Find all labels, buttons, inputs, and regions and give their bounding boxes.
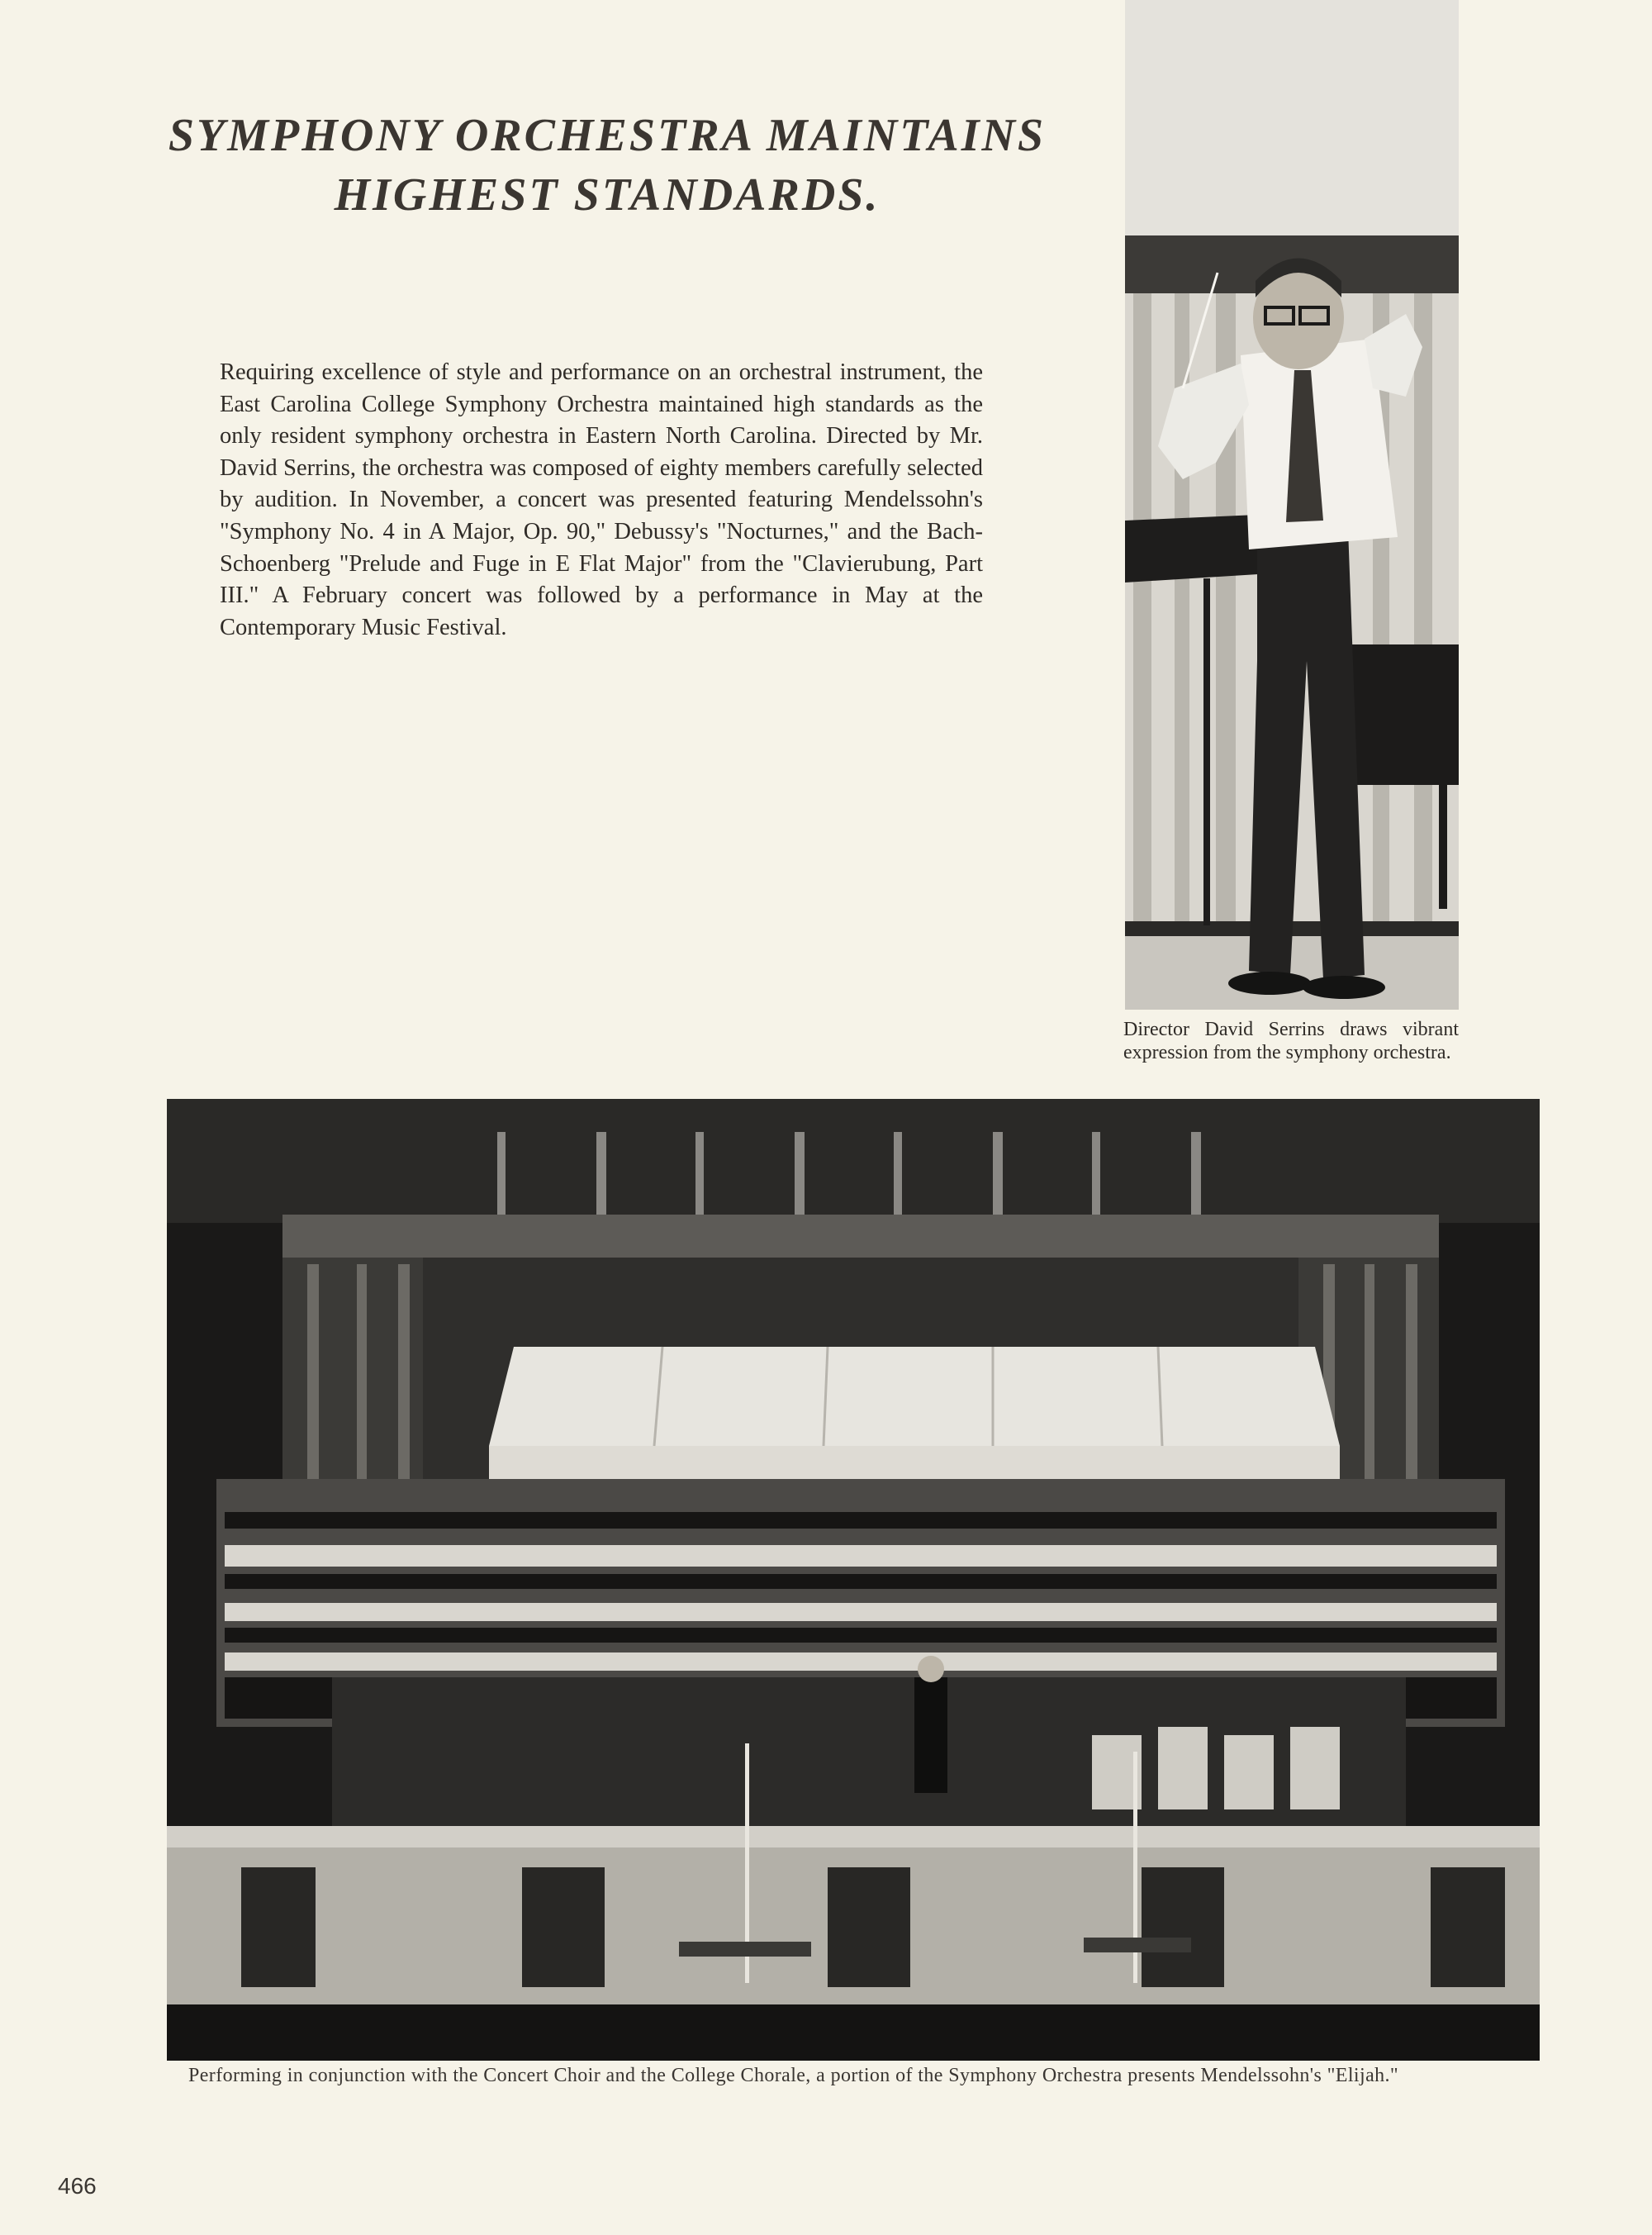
page-headline <box>140 106 1074 225</box>
headline-line-2: HIGHEST STANDARDS. <box>334 169 881 221</box>
article-body: Requiring excellence of style and performance on an orchestral instrument, the East Carolina College Symphony Orchestra maintained high standards as the only resident symphony orchestra in Eastern North Carolina. Directed by Mr. David Serrins, the orchestra was composed of eighty members carefully selected by audition. In November, a concert was presented featuring Mendelssohn's "Symphony No. 4 in A Major, Op. 90," Debussy's "Nocturnes," and the Bach-Schoenberg "Prelude and Fuge in E Flat Major" from the "Clavierubung, Part III." A February concert was followed by a performance in May at the Contemporary Music Festival. <box>220 359 983 640</box>
stage-performance-photo <box>167 1099 1540 2061</box>
headline-line-1: SYMPHONY ORCHESTRA MAINTAINS <box>168 110 1047 161</box>
conductor-photo-caption: Director David Serrins draws vibrant expression from the symphony orchestra. <box>1123 1019 1459 1063</box>
conductor-photo <box>1125 0 1459 1010</box>
stage-photo-caption: Performing in conjunction with the Concert Choir and the College Chorale, a portion of the Symphony Orchestra presents Mendelssohn's "Elijah." <box>188 2065 1399 2086</box>
page-number: 466 <box>58 2173 97 2199</box>
